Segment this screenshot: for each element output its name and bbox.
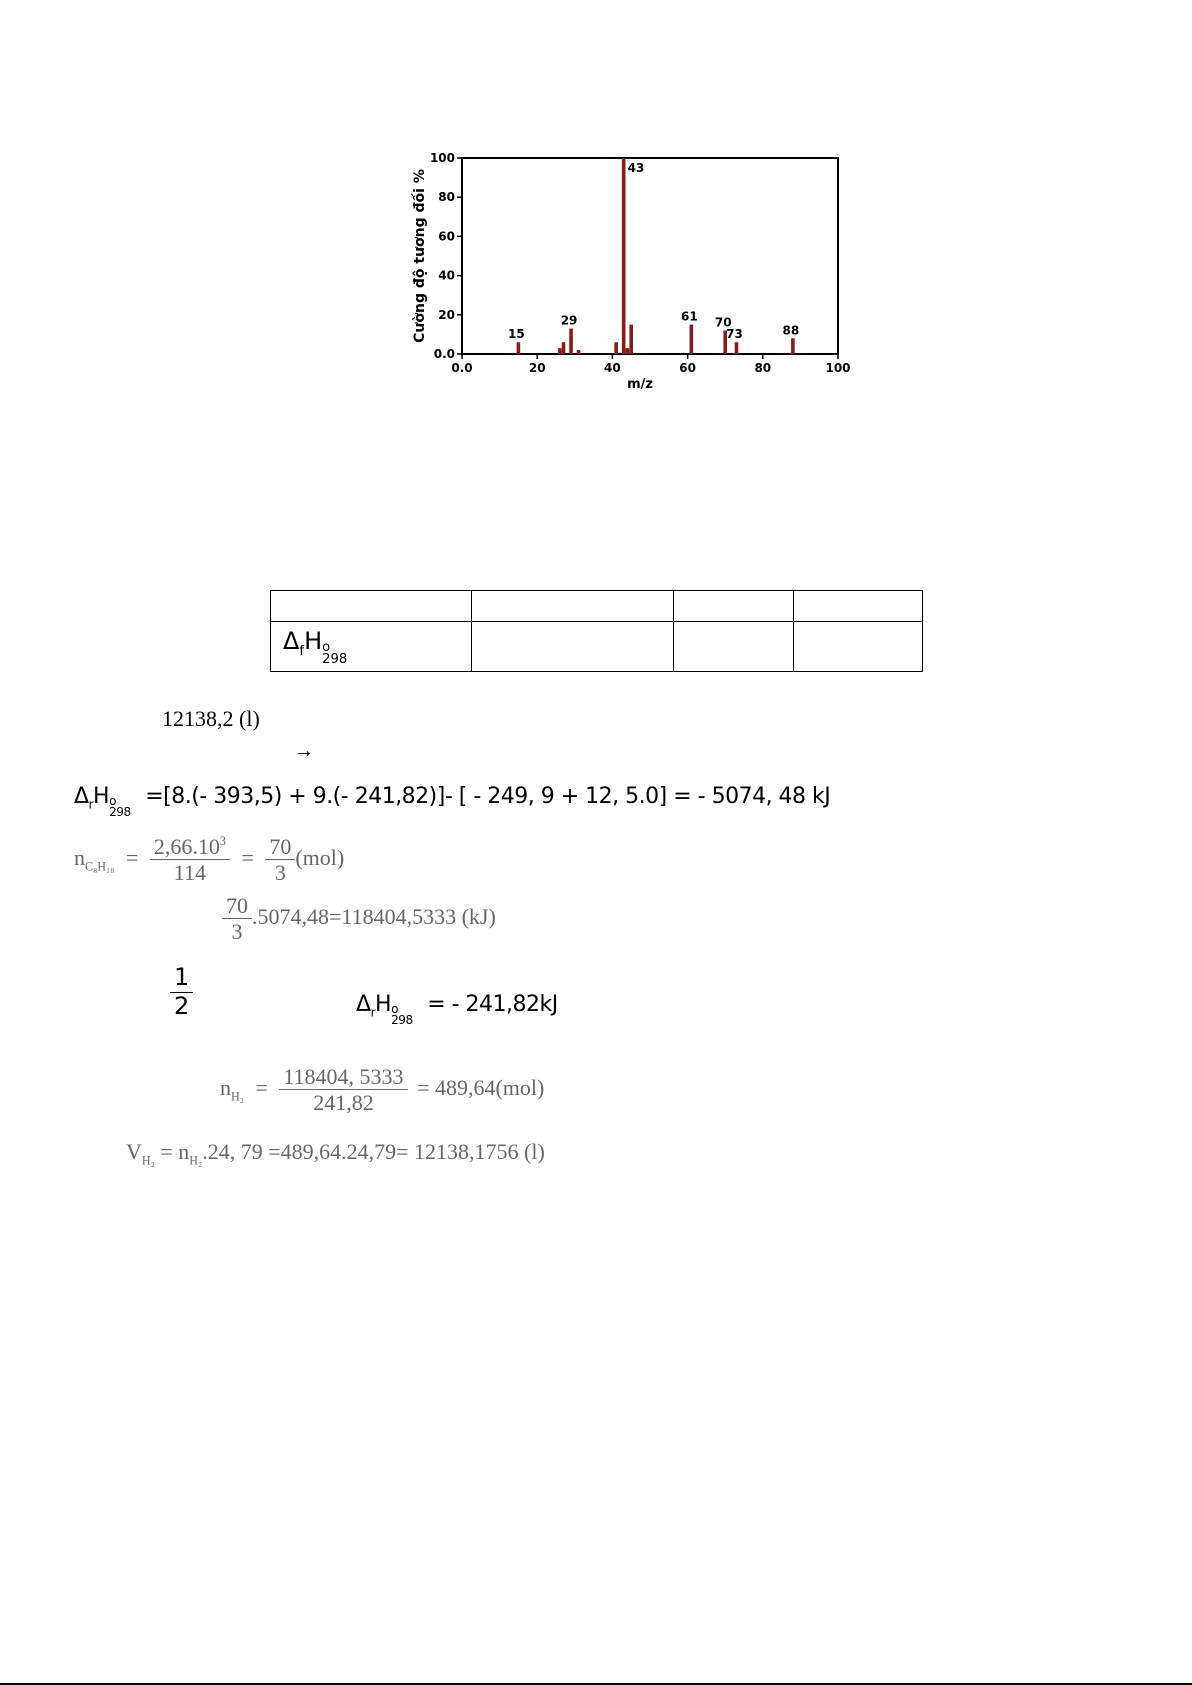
- peak-label: 29: [560, 313, 578, 328]
- x-tick-label: 40: [604, 361, 621, 375]
- moles-hydrogen-equation: $n_{H_2}$ = $\frac{118404, 5333}{241,82}$ = 489,64(mol): [220, 1064, 545, 1116]
- peak-label: 43: [627, 161, 645, 175]
- peak-label: 61: [681, 309, 698, 324]
- y-tick-label: 20: [438, 307, 455, 322]
- table-header-cell: [271, 591, 472, 622]
- table-cell: [794, 622, 923, 672]
- y-tick-label: 60: [438, 229, 455, 244]
- peak-label: 88: [782, 323, 800, 338]
- x-tick-label: 100: [825, 361, 851, 375]
- table-cell: [472, 622, 674, 672]
- peak-bar: [569, 329, 573, 354]
- peak-bar: [622, 158, 626, 354]
- enthalpy-table: [270, 590, 923, 672]
- x-tick-label: 0.0: [451, 361, 473, 375]
- y-tick-label: 80: [438, 190, 455, 205]
- table-header-cell: [472, 591, 674, 622]
- peak-bar: [614, 342, 618, 354]
- hydrogen-enthalpy-equation: $\Delta_rH$ o 298 = - 241,82kJ: [356, 992, 558, 1028]
- x-tick-label: 20: [528, 361, 546, 375]
- volume-result-text: 12138,2 (l): [162, 706, 260, 731]
- y-tick-label: 100: [429, 151, 455, 165]
- y-tick-label: 0.0: [433, 347, 455, 361]
- x-tick-label: 80: [754, 361, 772, 375]
- reaction-arrow: →: [294, 740, 314, 762]
- peak-label: 15: [508, 327, 525, 342]
- peak-bar: [626, 348, 630, 354]
- peak-bar: [517, 342, 521, 354]
- peak-bar: [558, 348, 562, 354]
- table-header-cell: [794, 591, 923, 622]
- y-axis-label: Cường độ tương đối %: [412, 169, 428, 343]
- heat-released-equation: $\frac{70}{3}$ .5074,48=118404,5333 (kJ): [222, 893, 496, 945]
- hydrogen-volume-equation: $V_{H_2} = n_{H_2}.24$, 79 =489,64.24,79= 12138,1756 (l): [126, 1139, 545, 1168]
- peak-bar: [562, 342, 566, 354]
- half-fraction: $\frac{1}{2}$: [170, 964, 193, 1020]
- peak-bar: [791, 338, 795, 354]
- moles-octane-equation: $n_{C_8H_{18}}$ = $\frac{2,66.10^3}{114}$ = $\frac{70}{3}$ (mol): [74, 833, 345, 886]
- peak-bar: [577, 350, 581, 354]
- enthalpy-label: $\Delta_fH$ o 298: [271, 622, 472, 672]
- enthalpy-equation: $\Delta_rH$ o 298 =[8.(- 393,5) + 9.(- 241,82)]- [ - 249, 9 + 12, 5.0] = - 5074, 48 kJ: [74, 784, 831, 820]
- y-tick-label: 40: [438, 268, 455, 283]
- peak-label: 73: [726, 327, 743, 342]
- peak-label: 70: [714, 315, 732, 330]
- x-tick-label: 60: [679, 361, 696, 375]
- peak-bar: [735, 342, 739, 354]
- table-row-enthalpy: [271, 622, 923, 672]
- table-header-row: [271, 591, 923, 622]
- mass-spectrum-chart: [400, 140, 860, 400]
- table-header-cell: [674, 591, 794, 622]
- x-axis-label: m/z: [627, 377, 653, 392]
- peak-bar: [690, 325, 694, 354]
- table-cell: [674, 622, 794, 672]
- peak-bar: [629, 325, 633, 354]
